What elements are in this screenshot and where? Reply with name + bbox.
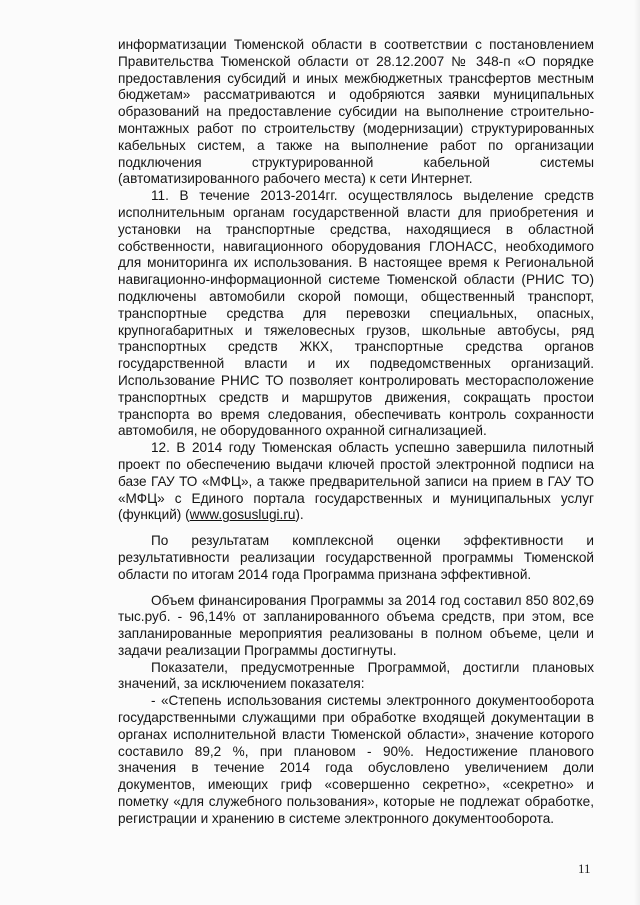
- page-number: 11: [578, 861, 591, 876]
- item-12-text: 12. В 2014 году Тюменская область успешно завершила пилотный проект по обеспечению выдачи ключей простой электронной подписи на базе ГАУ ТО «МФЦ», а также предварительной записи на прием в ГАУ ТО «МФЦ» с Единого портала государственных и муниципальных услуг (функций) (: [118, 440, 594, 523]
- paragraph-edms-indicator: - «Степень использования системы электронного документооборота государственными служащими при обработке входящей документации в органах исполнительной власти Тюменской области», значение которого составило 89,2 %, при плановом - 90%. Недостижение планового значения в течение 2014 года обусловлено увеличением доли документов, имеющих гриф «совершенно секретно», «секретно» и пометку «для служебного пользования», которые не подлежат обработке, регистрации и хранению в системе электронного документооборота.: [118, 693, 594, 826]
- scan-edge-shadow: [634, 0, 640, 905]
- paragraph-efficiency-assessment: По результатам комплексной оценки эффективности и результативности реализации государственной программы Тюменской области по итогам 2014 года Программа признана эффективной.: [118, 533, 594, 582]
- document-body: [118, 37, 594, 828]
- paragraph-indicators: Показатели, предусмотренные Программой, достигли плановых значений, за исключением показателя:: [118, 659, 594, 692]
- paragraph-funding-volume: Объем финансирования Программы за 2014 год составил 850 802,69 тыс.руб. - 96,14% от запланированного объема средств, при этом, все запланированные мероприятия реализованы в полном объеме, цели и задачи реализации Программы достигнуты.: [118, 592, 594, 658]
- paragraph-informatization-continued: информатизации Тюменской области в соответствии с постановлением Правительства Тюменской области от 28.12.2007 № 348-п «О порядке предоставления субсидий и иных межбюджетных трансфертов местным бюджетам» рассматриваются и одобряются заявки муниципальных образований на предоставление субсидии на выполнение строительно-монтажных работ по строительству (модернизации) структурированных кабельных систем, а также на выполнение работ по организации подключения структурированной кабельной системы (автоматизированного рабочего места) к сети Интернет.: [118, 37, 594, 187]
- paragraph-item-12-digital-signature: [118, 440, 594, 524]
- gosuslugi-link[interactable]: www.gosuslugi.ru: [189, 507, 296, 523]
- paragraph-item-11-glonass: 11. В течение 2013-2014гг. осуществлялось выделение средств исполнительным органам государственной власти для приобретения и установки на транспортные средства, находящиеся в областной собственности, навигационного оборудования ГЛОНАСС, необходимого для мониторинга их использования. В настоящее время к Региональной навигационно-информационной системе Тюменской области (РНИС ТО) подключены автомобили скорой помощи, общественный транспорт, транспортные средства для перевозки специальных, опасных, крупногабаритных и тяжеловесных грузов, школьные автобусы, ряд транспортных средств ЖКХ, транспортные средства органов государственной власти и их подведомственных организаций. Использование РНИС ТО позволяет контролировать месторасположение транспортных средств и маршрутов движения, сокращать простои транспорта во время следования, обеспечивать контроль сохранности автомобиля, не оборудованного охранной сигнализацией.: [118, 188, 594, 439]
- item-12-text-end: ).: [295, 507, 304, 523]
